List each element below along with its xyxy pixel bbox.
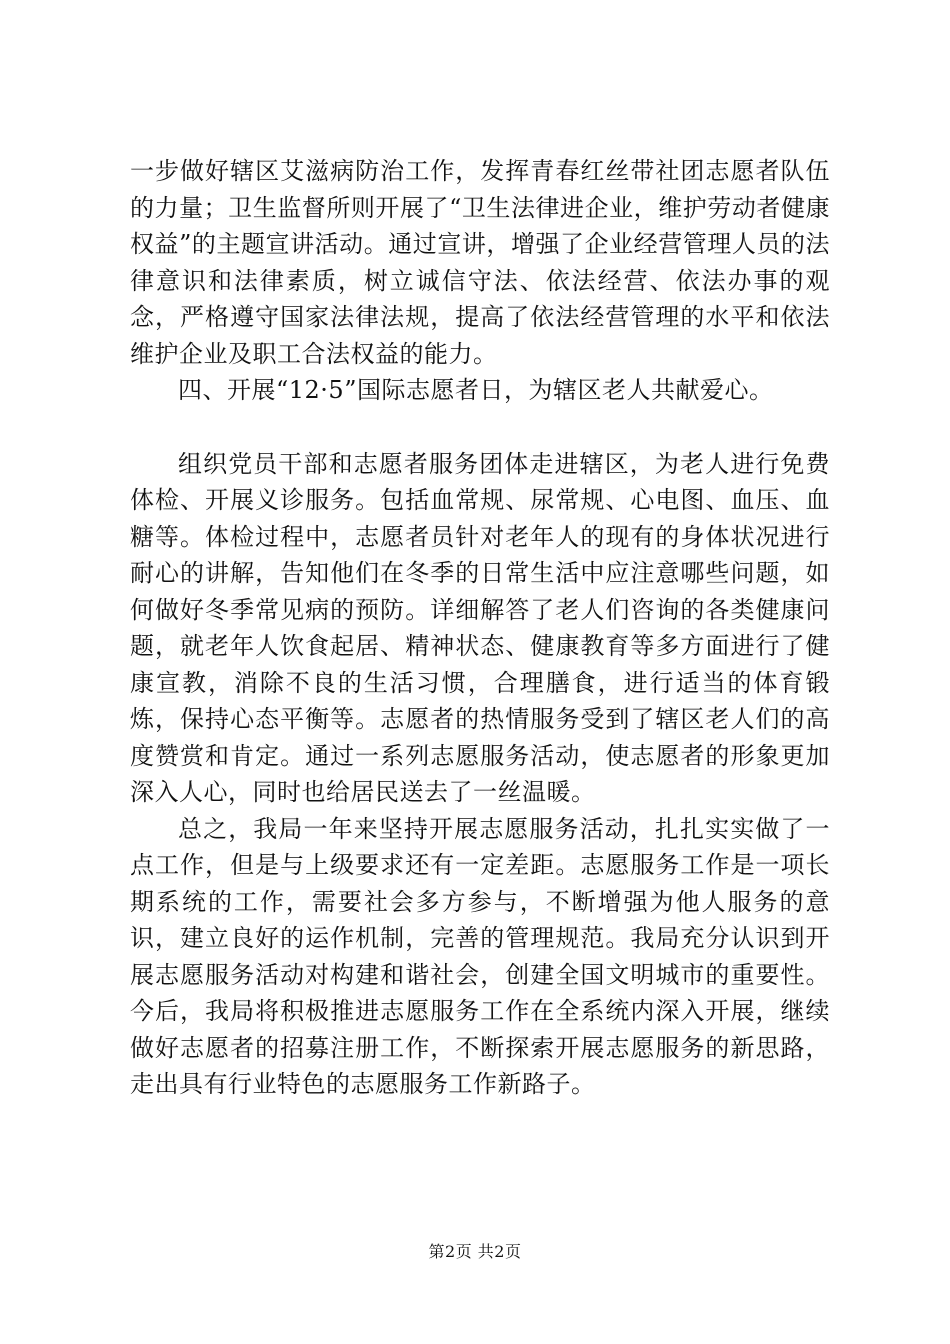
paragraph-summary: 总之，我局一年来坚持开展志愿服务活动，扎扎实实做了一点工作，但是与上级要求还有一定差距。志愿服务工作是一项长期系统的工作，需要社会多方参与，不断增强为他人服务的意识，建立良好的运作机制，完善的管理规范。我局充分认识到开展志愿服务活动对构建和谐社会，创建全国文明城市的重要性。今后，我局将积极推进志愿服务工作在全系统内深入开展，继续做好志愿者的招募注册工作，不断探索开展志愿服务的新思路，走出具有行业特色的志愿服务工作新路子。 <box>130 814 830 1098</box>
page-number-footer: 第2页 共2页 <box>428 1242 522 1261</box>
document-body <box>130 153 830 1103</box>
paragraph-spacer <box>130 409 830 446</box>
paragraph-aids-prevention: 一步做好辖区艾滋病防治工作，发挥青春红丝带社团志愿者队伍的力量；卫生监督所则开展了“卫生法律进企业，维护劳动者健康权益”的主题宣讲活动。通过宣讲，增强了企业经营管理人员的法律意识和法律素质，树立诚信守法、依法经营、依法办事的观念，严格遵守国家法律法规，提高了依法经营管理的水平和依法维护企业及职工合法权益的能力。 <box>130 157 830 368</box>
section-heading-volunteer-day: 四、开展“12·5”国际志愿者日，为辖区老人共献爱心。 <box>178 376 774 404</box>
paragraph-elderly-checkup: 组织党员干部和志愿者服务团体走进辖区，为老人进行免费体检、开展义诊服务。包括血常规、尿常规、心电图、血压、血糖等。体检过程中，志愿者员针对老年人的现有的身体状况进行耐心的讲解，告知他们在冬季的日常生活中应注意哪些问题，如何做好冬季常见病的预防。详细解答了老人们咨询的各类健康问题，就老年人饮食起居、精神状态、健康教育等多方面进行了健康宣教，消除不良的生活习惯，合理膳食，进行适当的体育锻炼，保持心态平衡等。志愿者的热情服务受到了辖区老人们的高度赞赏和肯定。通过一系列志愿服务活动，使志愿者的形象更加深入人心，同时也给居民送去了一丝温暖。 <box>130 449 830 806</box>
